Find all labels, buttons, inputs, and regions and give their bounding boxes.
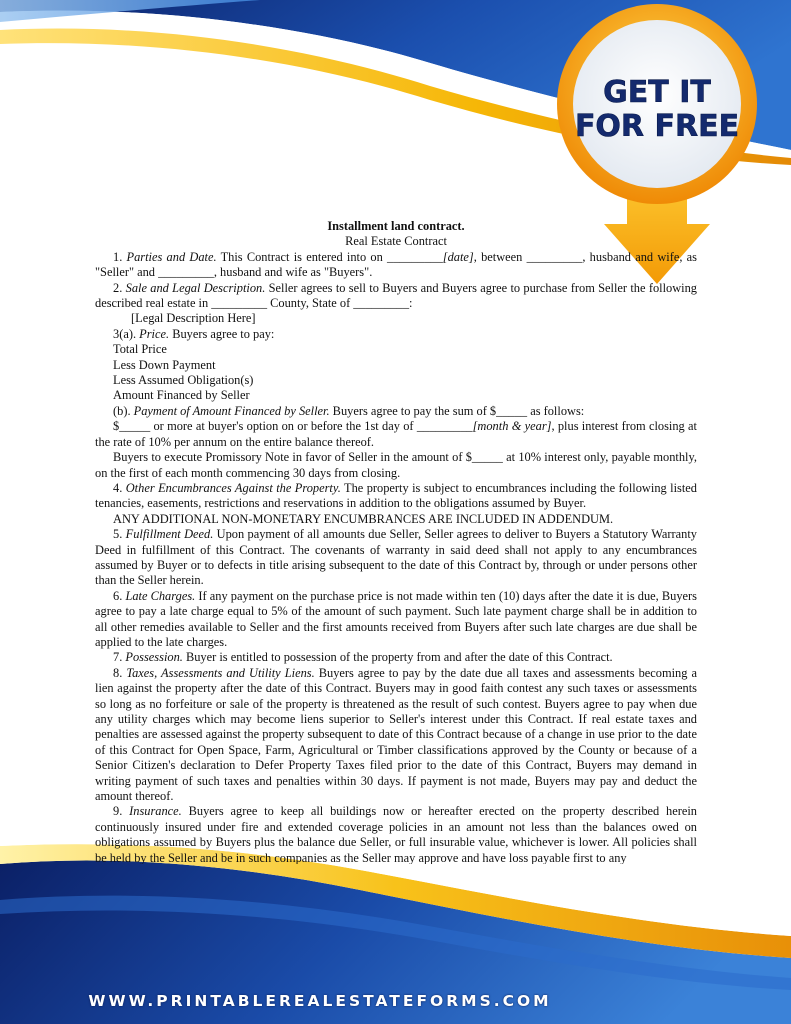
price-item: Less Assumed Obligation(s) xyxy=(113,373,254,388)
section-fulfillment-deed: 5. Fulfillment Deed. Upon payment of all amounts due Seller, Seller agrees to deliver to Buyers a Statutory Warranty Deed in fulfillment of this Contract. The covenants of warranty in said deed shall not apply to any encumbrances assumed by Buyer or to defects in title arising subsequent to the date of this Contract by, through or under persons other than the Seller herein. xyxy=(95,527,697,588)
price-item: Total Price xyxy=(113,342,167,357)
badge-line2: FOR FREE xyxy=(574,109,740,144)
badge-line1: GET IT xyxy=(603,75,711,110)
section-insurance: 9. Insurance. Buyers agree to keep all buildings now or hereafter erected on the property described herein continuously insured under fire and extended coverage policies in an amount not less than the balances owed on obligations assumed by Buyers plus the balance due Seller, or full insurable value, whichever is lower. All policies shall be held by the Seller and be in such companies as the Seller may approve and have loss payable first to any xyxy=(95,804,697,864)
price-item: Amount Financed by Seller xyxy=(113,388,250,403)
document-title: Installment land contract. xyxy=(327,219,465,233)
price-item: Less Down Payment xyxy=(113,357,216,372)
section-price: 3(a). Price. Buyers agree to pay: xyxy=(113,326,275,341)
promissory-note-paragraph: Buyers to execute Promissory Note in favor of Seller in the amount of $_____ at 10% interest only, payable monthly, on the first of each month commencing 30 days from closing. xyxy=(95,450,697,480)
section-payment-amount-financed: (b). Payment of Amount Financed by Seller. Buyers agree to pay the sum of $_____ as follows: xyxy=(113,403,585,418)
section-parties-and-date: 1. Parties and Date. This Contract is entered into on _________[date], between _________, husband and wife, as "Seller" and _________, husband and wife as "Buyers". xyxy=(95,249,697,280)
section-other-encumbrances: 4. Other Encumbrances Against the Property. The property is subject to encumbrances including the following listed tenancies, easements, restrictions and reservations in addition to the obligations assumed by Buyer. xyxy=(95,480,697,511)
section-possession: 7. Possession. Buyer is entitled to possession of the property from and after the date of this Contract. xyxy=(113,650,613,665)
document-subtitle: Real Estate Contract xyxy=(345,234,447,249)
legal-description-placeholder: [Legal Description Here] xyxy=(131,311,256,326)
payment-schedule-paragraph: $_____ or more at buyer's option on or before the 1st day of _________[month & year], plus interest from closing at the rate of 10% per annum on the entire balance thereof. xyxy=(95,419,697,449)
section-late-charges: 6. Late Charges. If any payment on the purchase price is not made within ten (10) days after the date it is due, Buyers agree to pay a late charge equal to 5% of the amount of such payment. Such late payment charge shall be in addition to all other remedies available to Seller and the first amounts received from Buyers after such late charges are due shall be applied to the late charges. xyxy=(95,588,697,649)
contract-document xyxy=(95,219,697,864)
section-taxes-assessments: 8. Taxes, Assessments and Utility Liens. Buyers agree to pay by the date due all taxes and assessments becoming a lien against the property after the date of this Contract. Buyers may in good faith contest any such taxes or assessments so long as no forfeiture or sale of the property is threatened as the result of such contest. Buyers agree to pay when due any utility charges which may become liens superior to Seller's interest under this Contract. If real estate taxes and penalties are assessed against the property subsequent to date of this Contract because of a change in use prior to the date of this Contract for Open Space, Farm, Agricultural or Timber classifications approved by the County or because of a Senior Citizen's declaration to Defer Property Taxes filed prior to the date of this Contract, Buyers may demand in writing payment of such taxes and penalties within 30 days. If payment is not made, Buyers may pay and deduct the amount thereof. xyxy=(95,665,697,804)
footer-website-url[interactable]: WWW.PRINTABLEREALESTATEFORMS.COM xyxy=(88,992,552,1010)
encumbrances-addendum-note: ANY ADDITIONAL NON-MONETARY ENCUMBRANCES ARE INCLUDED IN ADDENDUM. xyxy=(113,511,614,526)
section-sale-and-legal-description: 2. Sale and Legal Description. Seller agrees to sell to Buyers and Buyers agree to purchase from Seller the following described real estate in _________ County, State of _________: xyxy=(95,280,697,311)
